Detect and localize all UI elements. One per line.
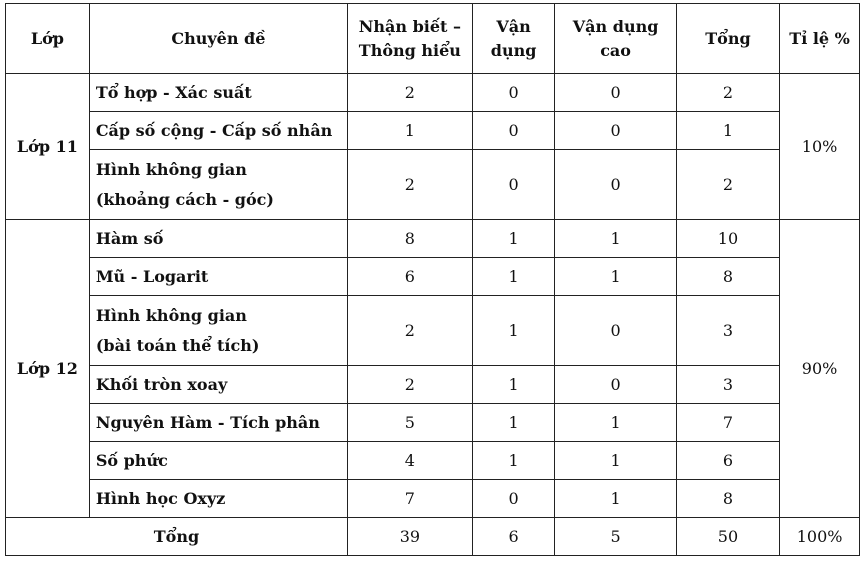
topic-cell <box>89 150 347 220</box>
count-cell-nb: 8 <box>347 220 472 258</box>
header-nhan-biet-line1: Nhận biết – <box>358 16 461 36</box>
count-cell-vd: 1 <box>472 220 555 258</box>
table-row <box>6 366 860 404</box>
header-nhan-biet <box>347 4 472 74</box>
topic-line: (khoảng cách - góc) <box>95 189 274 209</box>
count-cell-nb: 2 <box>347 366 472 404</box>
count-cell-vdc: 1 <box>555 220 676 258</box>
count-cell-nb: 2 <box>347 150 472 220</box>
table-row <box>6 150 860 220</box>
table-row <box>6 220 860 258</box>
table-body <box>6 74 860 556</box>
count-cell-vdc: 0 <box>555 366 676 404</box>
count-cell-vdc: 0 <box>555 296 676 366</box>
count-cell-vdc: 1 <box>555 480 676 518</box>
count-cell-nb: 2 <box>347 74 472 112</box>
table-row <box>6 74 860 112</box>
total-vd: 6 <box>472 518 555 556</box>
count-cell-tong: 3 <box>676 366 779 404</box>
total-ratio: 100% <box>780 518 860 556</box>
topic-line: Mũ - Logarit <box>95 266 209 286</box>
header-van-dung-line1: Vận <box>496 16 531 36</box>
count-cell-vd: 0 <box>472 150 555 220</box>
count-cell-nb: 2 <box>347 296 472 366</box>
header-van-dung-line2: dụng <box>490 40 537 60</box>
total-label: Tổng <box>6 518 348 556</box>
count-cell-tong: 7 <box>676 404 779 442</box>
table-row <box>6 404 860 442</box>
total-row <box>6 518 860 556</box>
topic-cell <box>89 366 347 404</box>
topic-line: Tổ hợp - Xác suất <box>95 82 252 102</box>
table-row <box>6 480 860 518</box>
count-cell-tong: 8 <box>676 258 779 296</box>
topic-cell <box>89 296 347 366</box>
header-lop: Lớp <box>6 4 90 74</box>
count-cell-vdc: 1 <box>555 442 676 480</box>
count-cell-tong: 2 <box>676 150 779 220</box>
group-label: Lớp 12 <box>6 220 90 518</box>
total-tong: 50 <box>676 518 779 556</box>
count-cell-tong: 10 <box>676 220 779 258</box>
table-row <box>6 258 860 296</box>
topic-cell <box>89 404 347 442</box>
header-vdc-line2: cao <box>600 40 631 60</box>
topic-cell <box>89 220 347 258</box>
count-cell-vdc: 0 <box>555 150 676 220</box>
header-nhan-biet-line2: Thông hiểu <box>358 40 461 60</box>
count-cell-vdc: 1 <box>555 404 676 442</box>
count-cell-nb: 4 <box>347 442 472 480</box>
count-cell-vdc: 1 <box>555 258 676 296</box>
header-row <box>6 4 860 74</box>
count-cell-tong: 1 <box>676 112 779 150</box>
total-vdc: 5 <box>555 518 676 556</box>
header-tong: Tổng <box>676 4 779 74</box>
topic-line: Hình không gian <box>95 305 247 325</box>
count-cell-tong: 6 <box>676 442 779 480</box>
header-ti-le: Tỉ lệ % <box>780 4 860 74</box>
topic-cell <box>89 480 347 518</box>
count-cell-vd: 0 <box>472 74 555 112</box>
table-row <box>6 442 860 480</box>
topic-cell <box>89 442 347 480</box>
group-label: Lớp 11 <box>6 74 90 220</box>
count-cell-vd: 0 <box>472 480 555 518</box>
header-van-dung-cao <box>555 4 676 74</box>
count-cell-tong: 8 <box>676 480 779 518</box>
count-cell-vd: 0 <box>472 112 555 150</box>
total-nb: 39 <box>347 518 472 556</box>
header-vdc-line1: Vận dụng <box>572 16 659 36</box>
topic-line: Hình không gian <box>95 159 247 179</box>
group-ratio: 10% <box>780 74 860 220</box>
count-cell-vdc: 0 <box>555 112 676 150</box>
count-cell-tong: 2 <box>676 74 779 112</box>
table-row <box>6 296 860 366</box>
topic-line: Khối tròn xoay <box>95 374 228 394</box>
header-chuyen-de: Chuyên đề <box>89 4 347 74</box>
count-cell-vdc: 0 <box>555 74 676 112</box>
topic-line: Hình học Oxyz <box>95 488 226 508</box>
count-cell-vd: 1 <box>472 258 555 296</box>
topic-line: (bài toán thể tích) <box>95 335 260 355</box>
topic-line: Cấp số cộng - Cấp số nhân <box>95 120 333 140</box>
topic-cell <box>89 74 347 112</box>
group-ratio: 90% <box>780 220 860 518</box>
topic-line: Nguyên Hàm - Tích phân <box>95 412 320 432</box>
count-cell-vd: 1 <box>472 366 555 404</box>
header-van-dung <box>472 4 555 74</box>
count-cell-vd: 1 <box>472 296 555 366</box>
topic-cell <box>89 258 347 296</box>
count-cell-nb: 1 <box>347 112 472 150</box>
topic-cell <box>89 112 347 150</box>
count-cell-tong: 3 <box>676 296 779 366</box>
topic-line: Hàm số <box>95 228 164 248</box>
count-cell-nb: 5 <box>347 404 472 442</box>
count-cell-vd: 1 <box>472 442 555 480</box>
exam-matrix-table <box>5 3 860 556</box>
table-row <box>6 112 860 150</box>
count-cell-vd: 1 <box>472 404 555 442</box>
count-cell-nb: 7 <box>347 480 472 518</box>
count-cell-nb: 6 <box>347 258 472 296</box>
topic-line: Số phức <box>95 450 168 470</box>
